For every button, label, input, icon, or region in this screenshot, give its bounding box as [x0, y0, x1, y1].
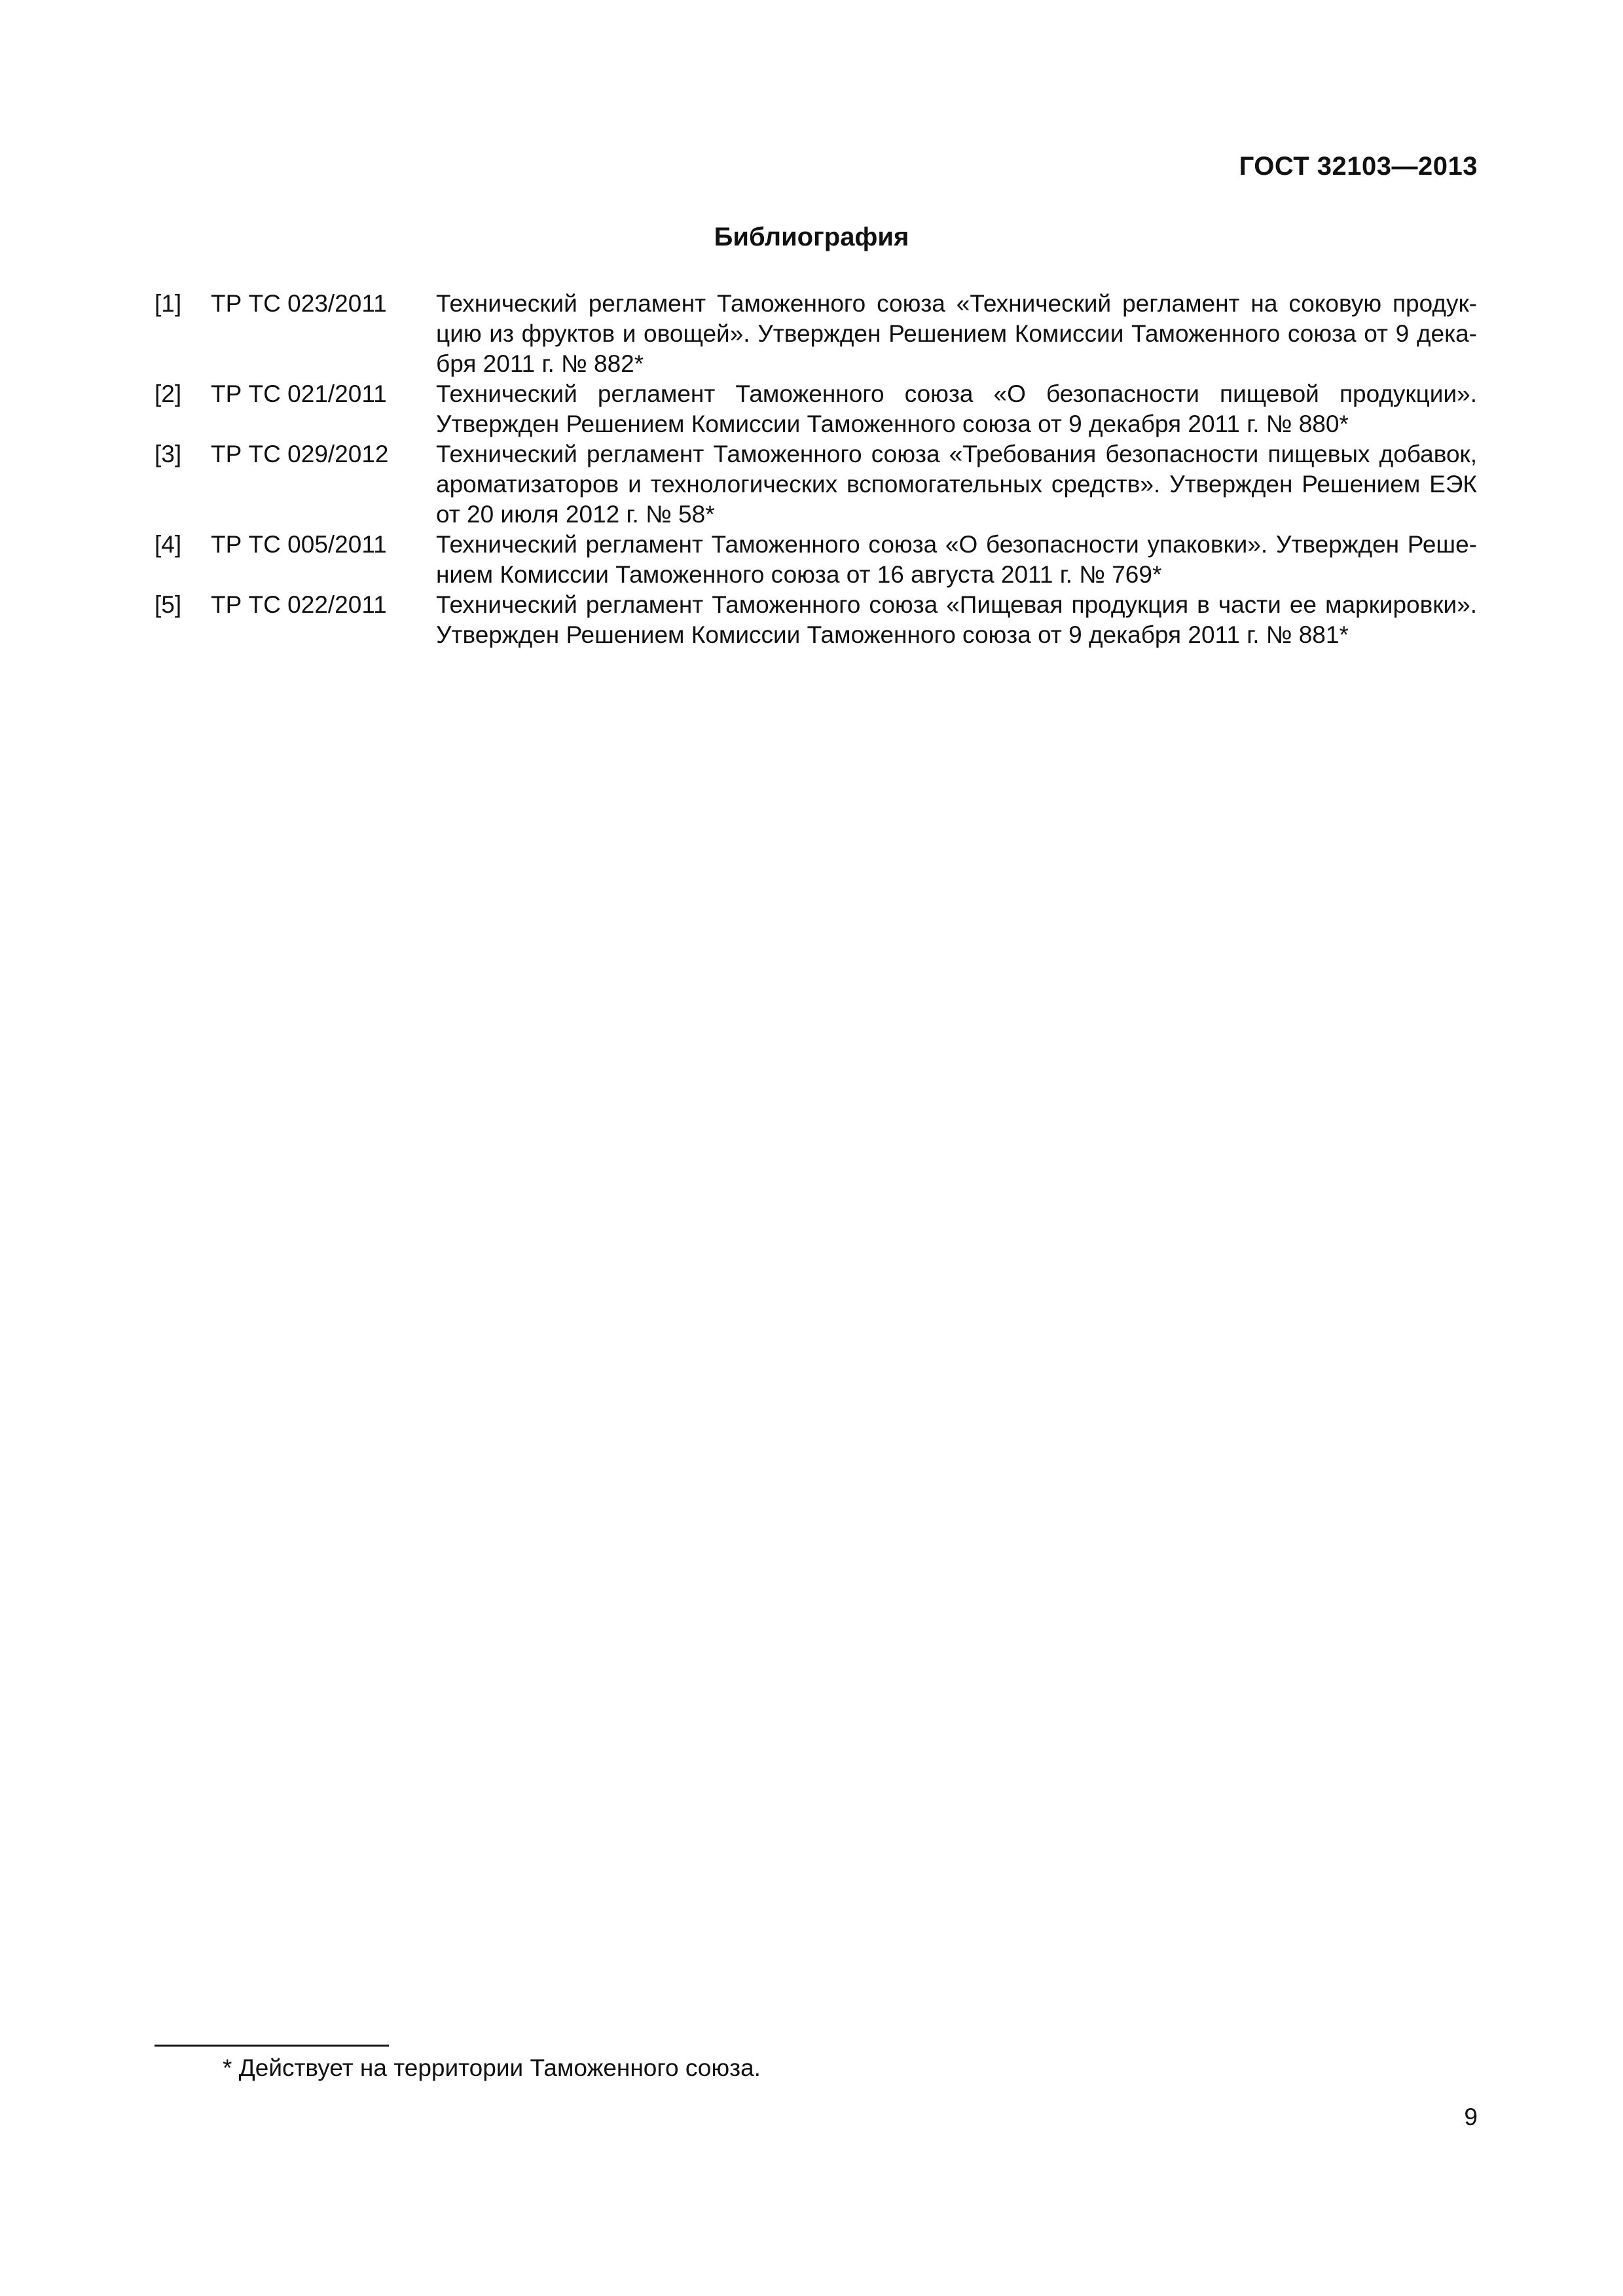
bibliography-entry: [155, 439, 1477, 530]
document-code: ГОСТ 32103—2013: [1239, 152, 1478, 181]
entry-code: ТР ТС 021/2011: [211, 380, 387, 407]
entry-number: [1]: [155, 290, 182, 317]
bibliography-list: [155, 289, 1477, 650]
entry-number: [2]: [155, 380, 182, 407]
entry-description: Технический регламент Таможенного союза «Требования безопасности пищевых добавок, ароматизаторов и технологических вспомогательных средств». Утвержден Решением ЕЭК от 20 июля 2012 г. № 58*: [436, 441, 1477, 528]
bibliography-entry: [155, 289, 1477, 379]
footnote: * Действует на территории Таможенного союза.: [223, 2054, 761, 2081]
entry-code: ТР ТС 029/2012: [211, 441, 389, 467]
entry-description: Технический регламент Таможенного союза «Технический регламент на соковую продукцию из фруктов и овощей». Утвержден Решением Комиссии Таможенного союза от 9 декабря 2011 г. № 882*: [436, 290, 1477, 377]
entry-code: ТР ТС 005/2011: [211, 531, 387, 558]
entry-number: [4]: [155, 531, 182, 558]
entry-description: Технический регламент Таможенного союза «Пищевая продукция в части ее маркировки». Утвержден Решением Комиссии Таможенного союза от 9 декабря 2011 г. № 881*: [436, 591, 1477, 648]
entry-code: ТР ТС 023/2011: [211, 290, 387, 317]
bibliography-entry: [155, 530, 1477, 590]
page-number: 9: [1464, 2104, 1478, 2130]
bibliography-entry: [155, 379, 1477, 439]
entry-code: ТР ТС 022/2011: [211, 591, 387, 618]
entry-description: Технический регламент Таможенного союза «О безопасности пищевой продукции». Утвержден Решением Комиссии Таможенного союза от 9 декабря 2011 г. № 880*: [436, 380, 1477, 437]
bibliography-entry: [155, 590, 1477, 650]
entry-number: [3]: [155, 441, 182, 467]
footnote-divider: [155, 2045, 389, 2047]
section-title: Библиография: [714, 223, 909, 251]
entry-description: Технический регламент Таможенного союза «О безопасности упаковки». Утвержден Решением Комиссии Таможенного союза от 16 августа 2011 г. № 769*: [436, 531, 1477, 588]
entry-number: [5]: [155, 591, 182, 618]
